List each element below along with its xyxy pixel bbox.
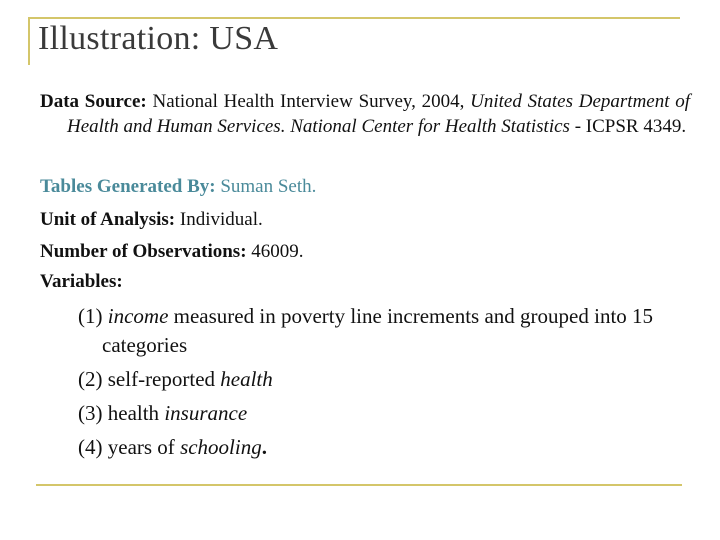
variable-number: (3)	[78, 401, 103, 425]
observations-label: Number of Observations:	[40, 241, 247, 262]
unit-of-analysis-label: Unit of Analysis:	[40, 209, 176, 230]
frame-left-rule	[28, 17, 30, 65]
variable-prefix: health	[107, 401, 160, 425]
variable-prefix: self-reported	[107, 367, 216, 391]
variables-heading	[40, 270, 690, 295]
variable-item	[78, 399, 678, 428]
variables-list	[78, 302, 678, 462]
variable-number: (1)	[78, 304, 103, 328]
observations-value: 46009.	[251, 241, 304, 262]
variables-label: Variables:	[40, 271, 123, 292]
data-source-institution: United States Department of Health and Human Services. National Center for Health Statistics	[67, 91, 691, 137]
data-source-text: National Health Interview Survey, 2004,	[152, 91, 465, 112]
unit-of-analysis	[40, 208, 690, 233]
variable-item	[78, 433, 678, 462]
variable-description: measured in poverty line increments and grouped into 15 categories	[102, 304, 654, 357]
data-source	[40, 90, 690, 139]
variable-name: insurance	[164, 401, 248, 425]
variable-item	[78, 302, 678, 360]
tables-generated-label: Tables Generated By:	[40, 176, 216, 197]
data-source-id: - ICPSR 4349.	[574, 115, 687, 137]
frame-top-rule	[28, 17, 680, 19]
variable-item	[78, 365, 678, 394]
unit-of-analysis-value: Individual.	[179, 209, 263, 230]
tables-generated-value: Suman Seth.	[220, 176, 317, 197]
data-source-label: Data Source:	[40, 91, 147, 112]
tables-generated	[40, 175, 690, 200]
variable-name: income	[107, 304, 169, 328]
number-of-observations	[40, 240, 690, 265]
variable-name: health	[220, 367, 273, 391]
variable-number: (2)	[78, 367, 103, 391]
slide-title: Illustration: USA	[38, 20, 279, 57]
variable-end-period: .	[261, 435, 267, 459]
variable-name: schooling	[180, 435, 262, 459]
variable-number: (4)	[78, 435, 103, 459]
frame-bottom-rule	[36, 484, 682, 486]
variable-prefix: years of	[107, 435, 175, 459]
